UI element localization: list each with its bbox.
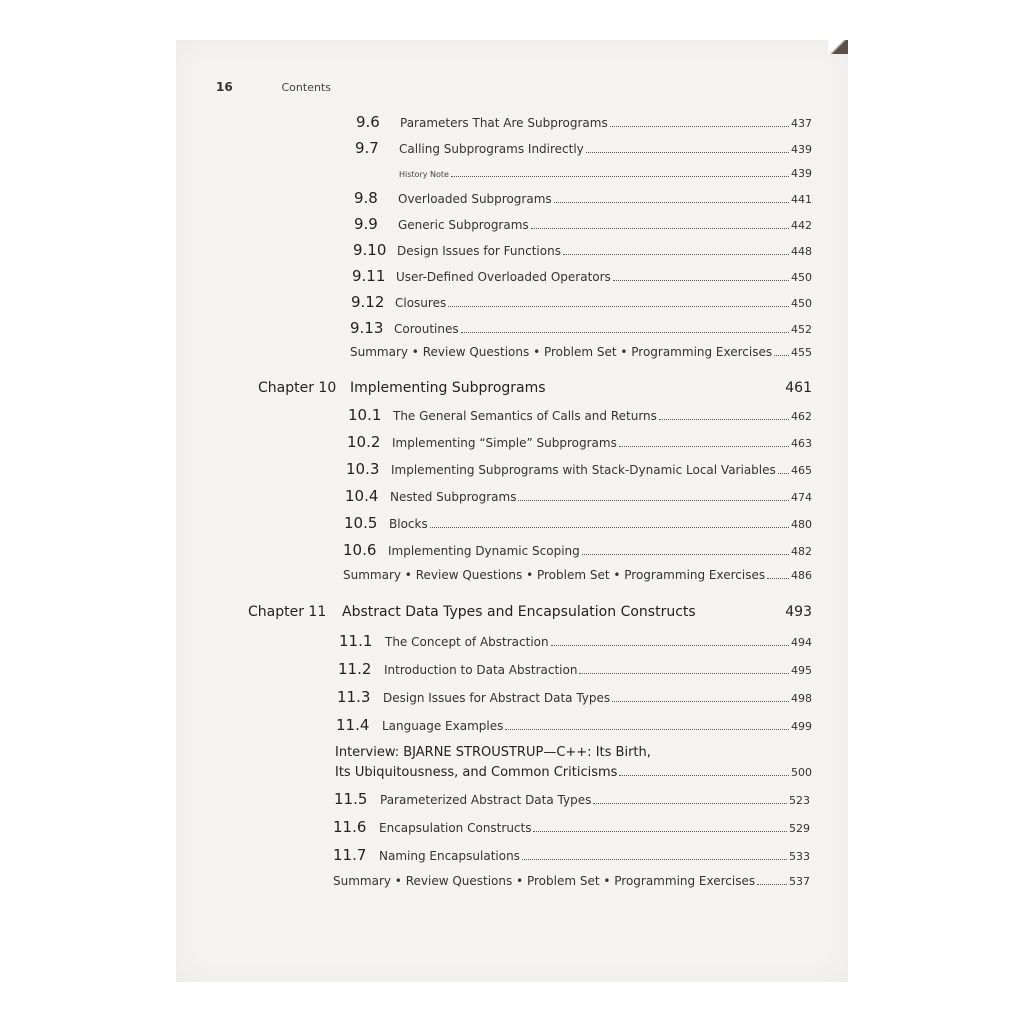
toc-summary [333, 874, 810, 888]
running-title: Contents [281, 81, 331, 94]
summary-title: Summary • Review Questions • Problem Set • Programming Exercises [343, 568, 766, 582]
section-number: 10.1 [348, 406, 382, 424]
section-number: 11.3 [337, 688, 371, 706]
interview-title-line1: Interview: BJARNE STROUSTRUP—C++: Its Birth, [335, 745, 651, 760]
toc-entry [352, 267, 812, 285]
section-title: Closures [395, 296, 447, 310]
section-title: Introduction to Data Abstraction [384, 663, 578, 677]
section-number: 9.9 [354, 215, 378, 233]
toc-entry [333, 846, 810, 864]
dot-leader [767, 578, 789, 579]
section-number: 9.13 [350, 319, 384, 337]
page-ref: 537 [789, 875, 810, 888]
chapter-page: 461 [785, 380, 812, 396]
page-ref: 533 [789, 850, 810, 863]
dot-leader [533, 831, 787, 832]
section-title: Implementing “Simple” Subprograms [392, 436, 617, 450]
dot-leader [505, 729, 789, 730]
toc-entry [339, 632, 812, 650]
toc-entry [350, 319, 812, 337]
summary-title: Summary • Review Questions • Problem Set • Programming Exercises [333, 874, 756, 888]
section-number: 11.1 [339, 632, 373, 650]
section-number: 9.12 [351, 293, 385, 311]
page-ref: 442 [791, 219, 812, 232]
toc-entry [353, 241, 812, 259]
dot-leader [619, 446, 789, 447]
page-ref: 439 [791, 167, 812, 180]
section-title: User-Defined Overloaded Operators [396, 270, 611, 284]
section-number: 10.2 [347, 433, 381, 451]
toc-entry [346, 460, 812, 478]
toc-entry [338, 660, 812, 678]
toc-summary [343, 568, 812, 582]
chapter-heading [258, 380, 812, 396]
page-ref: 482 [791, 545, 812, 558]
section-number: 9.10 [353, 241, 387, 259]
toc-entry [343, 541, 812, 559]
toc-entry [333, 818, 810, 836]
page-ref: 450 [791, 271, 812, 284]
page-ref: 494 [791, 636, 812, 649]
toc-entry [336, 716, 812, 734]
toc-entry [344, 514, 812, 532]
section-number: 11.7 [333, 846, 367, 864]
section-title: Calling Subprograms Indirectly [399, 142, 584, 156]
toc-entry [355, 139, 812, 157]
toc-entry [354, 215, 812, 233]
page-number: 16 [216, 80, 233, 94]
toc-entry [347, 433, 812, 451]
dot-leader [610, 126, 789, 127]
page-ref: 448 [791, 245, 812, 258]
dot-leader [579, 673, 789, 674]
toc-entry [356, 113, 812, 131]
page-ref: 480 [791, 518, 812, 531]
section-number: 11.6 [333, 818, 367, 836]
page-ref: 495 [791, 664, 812, 677]
toc-entry [337, 688, 812, 706]
toc-entry [348, 406, 812, 424]
section-title: The General Semantics of Calls and Returns [393, 409, 657, 423]
toc-summary [350, 345, 812, 359]
chapter-title: Abstract Data Types and Encapsulation Constructs [342, 604, 696, 620]
page-ref: 486 [791, 569, 812, 582]
page-ref: 465 [791, 464, 812, 477]
section-number: 9.6 [356, 113, 380, 131]
section-title: Blocks [389, 517, 428, 531]
page-ref: 474 [791, 491, 812, 504]
dot-leader [659, 419, 789, 420]
section-title: Implementing Dynamic Scoping [388, 544, 580, 558]
section-number: 11.4 [336, 716, 370, 734]
page-ref: 452 [791, 323, 812, 336]
dot-leader [613, 280, 789, 281]
dot-leader [518, 500, 789, 501]
section-title: Design Issues for Abstract Data Types [383, 691, 611, 705]
dot-leader [582, 554, 789, 555]
page-ref: 529 [789, 822, 810, 835]
dot-leader [554, 202, 789, 203]
page-ref: 455 [791, 346, 812, 359]
toc-entry [334, 790, 810, 808]
dot-leader [430, 527, 789, 528]
page-ref: 500 [791, 766, 812, 779]
toc-entry [345, 487, 812, 505]
section-title: Generic Subprograms [398, 218, 529, 232]
section-number: 10.4 [345, 487, 379, 505]
dot-leader [461, 332, 789, 333]
dot-leader [593, 803, 787, 804]
section-title: Nested Subprograms [390, 490, 517, 504]
section-title: Overloaded Subprograms [398, 192, 552, 206]
page-ref: 441 [791, 193, 812, 206]
dot-leader [774, 355, 789, 356]
dot-leader [563, 254, 789, 255]
section-number: 10.3 [346, 460, 380, 478]
page-ref: 437 [791, 117, 812, 130]
chapter-label: Chapter 11 [248, 604, 327, 620]
section-number: 9.8 [354, 189, 378, 207]
toc-entry [355, 167, 812, 180]
section-title: History Note [399, 170, 449, 179]
chapter-title: Implementing Subprograms [350, 380, 546, 396]
page-ref: 462 [791, 410, 812, 423]
chapter-page: 493 [785, 604, 812, 620]
page-ref: 439 [791, 143, 812, 156]
section-number: 10.5 [344, 514, 378, 532]
toc-entry [354, 189, 812, 207]
section-title: Parameterized Abstract Data Types [380, 793, 592, 807]
dot-leader [448, 306, 789, 307]
dot-leader [531, 228, 789, 229]
dot-leader [551, 645, 789, 646]
dot-leader [778, 473, 789, 474]
section-number: 9.11 [352, 267, 386, 285]
chapter-label: Chapter 10 [258, 380, 337, 396]
page-ref: 499 [791, 720, 812, 733]
toc-entry [351, 293, 812, 311]
section-title: Encapsulation Constructs [379, 821, 532, 835]
section-number: 11.2 [338, 660, 372, 678]
page-ref: 498 [791, 692, 812, 705]
dot-leader [619, 775, 789, 776]
page-ref: 450 [791, 297, 812, 310]
summary-title: Summary • Review Questions • Problem Set • Programming Exercises [350, 345, 773, 359]
section-number: 9.7 [355, 139, 379, 157]
interview-title-line2: Its Ubiquitousness, and Common Criticisms [335, 765, 618, 780]
section-title: Design Issues for Functions [397, 244, 561, 258]
section-title: Coroutines [394, 322, 459, 336]
dot-leader [522, 859, 787, 860]
section-title: Parameters That Are Subprograms [400, 116, 608, 130]
section-title: The Concept of Abstraction [385, 635, 549, 649]
page-ref: 463 [791, 437, 812, 450]
section-title: Language Examples [382, 719, 504, 733]
page-ref: 523 [789, 794, 810, 807]
chapter-heading [248, 604, 812, 620]
section-number: 11.5 [334, 790, 368, 808]
dot-leader [451, 176, 789, 177]
dot-leader [586, 152, 789, 153]
section-title: Naming Encapsulations [379, 849, 520, 863]
section-title: Implementing Subprograms with Stack-Dynamic Local Variables [391, 463, 776, 477]
section-number: 10.6 [343, 541, 377, 559]
interview-entry [335, 743, 812, 783]
dot-leader [757, 884, 787, 885]
dot-leader [612, 701, 789, 702]
